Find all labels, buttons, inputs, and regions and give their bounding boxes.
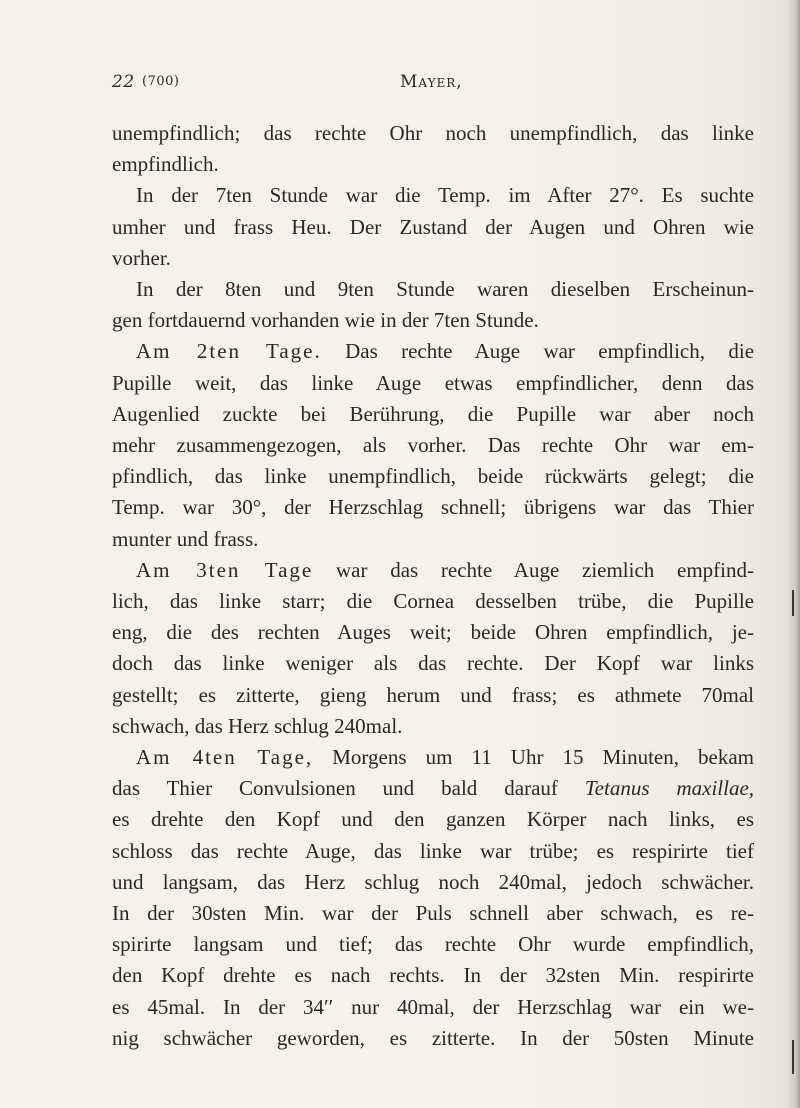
text-line: pfindlich, das linke unempfindlich, beide rückwärts gelegt; die — [112, 464, 754, 489]
page-header — [112, 72, 752, 98]
text-line: unempfindlich; das rechte Ohr noch unempfindlich, das linke — [112, 121, 754, 145]
text-line: Temp. war 30°, der Herzschlag schnell; übrigens war das Thier — [112, 495, 754, 520]
day-heading: Am 3ten Tage — [136, 557, 314, 582]
text-span: Das rechte Auge war empfindlich, die — [345, 339, 755, 364]
text-line: und langsam, das Herz schlug noch 240mal, jedoch schwächer. — [112, 869, 754, 894]
text-line: mehr zusammengezogen, als vorher. Das rechte Ohr war em- — [112, 433, 754, 458]
text-line: lich, das linke starr; die Cornea desselben trübe, die Pupille — [112, 589, 754, 614]
text-line: schloss das rechte Auge, das linke war trübe; es respirirte tief — [112, 838, 754, 863]
text-line: doch das linke weniger als das rechte. Der Kopf war links — [112, 651, 754, 676]
body-text — [112, 118, 754, 1054]
text-line — [112, 742, 754, 773]
day-heading: Am 4ten Tage, — [136, 745, 314, 770]
text-line: In der 30sten Min. war der Puls schnell aber schwach, es re- — [112, 901, 754, 926]
text-line: In der 8ten und 9ten Stunde waren dieselben Erscheinun- — [136, 277, 754, 302]
text-line: empfindlich. — [112, 152, 219, 177]
text-line: Pupille weit, das linke Auge etwas empfindlicher, denn das — [112, 370, 754, 395]
text-line — [112, 555, 754, 586]
text-line: eng, die des rechten Auges weit; beide Ohren empfindlich, je- — [112, 620, 754, 645]
text-line — [112, 336, 754, 367]
text-span: war das rechte Auge ziemlich empfind- — [335, 557, 755, 582]
page-number: 22 — [112, 72, 135, 92]
text-line — [112, 773, 754, 804]
text-span: Morgens um 11 Uhr 15 Minuten, bekam — [332, 745, 755, 770]
text-line: nig schwächer geworden, es zitterte. In der 50sten Minute — [112, 1025, 754, 1050]
page-edge-mark — [792, 590, 794, 616]
page-edge-shadow — [786, 0, 800, 1108]
text-line: Augenlied zuckte bei Berührung, die Pupille war aber noch — [112, 401, 754, 426]
text-line: gestellt; es zitterte, gieng herum und frass; es athmete 70mal — [112, 682, 754, 707]
text-line: munter und frass. — [112, 526, 259, 551]
text-line: es 45mal. In der 34′′ nur 40mal, der Herzschlag war ein we- — [112, 994, 754, 1019]
day-heading: Am 2ten Tage. — [136, 339, 322, 364]
text-line: vorher. — [112, 245, 171, 270]
text-line: umher und frass Heu. Der Zustand der Augen und Ohren wie — [112, 214, 754, 239]
running-head: Mayer, — [400, 72, 463, 92]
page-edge-mark — [792, 1040, 794, 1074]
text-line: schwach, das Herz schlug 240mal. — [112, 713, 403, 738]
original-page-number: (700) — [142, 74, 180, 89]
text-span: das Thier Convulsionen und bald darauf — [112, 776, 558, 801]
text-line: In der 7ten Stunde war die Temp. im After 27°. Es suchte — [136, 183, 754, 208]
text-line: spirirte langsam und tief; das rechte Ohr wurde empfindlich, — [112, 932, 754, 957]
text-line: gen fortdauernd vorhanden wie in der 7ten Stunde. — [112, 308, 539, 333]
italic-term: Tetanus maxillae, — [584, 776, 755, 801]
text-line: den Kopf drehte es nach rechts. In der 32sten Min. respirirte — [112, 963, 754, 988]
text-line: es drehte den Kopf und den ganzen Körper nach links, es — [112, 807, 754, 832]
